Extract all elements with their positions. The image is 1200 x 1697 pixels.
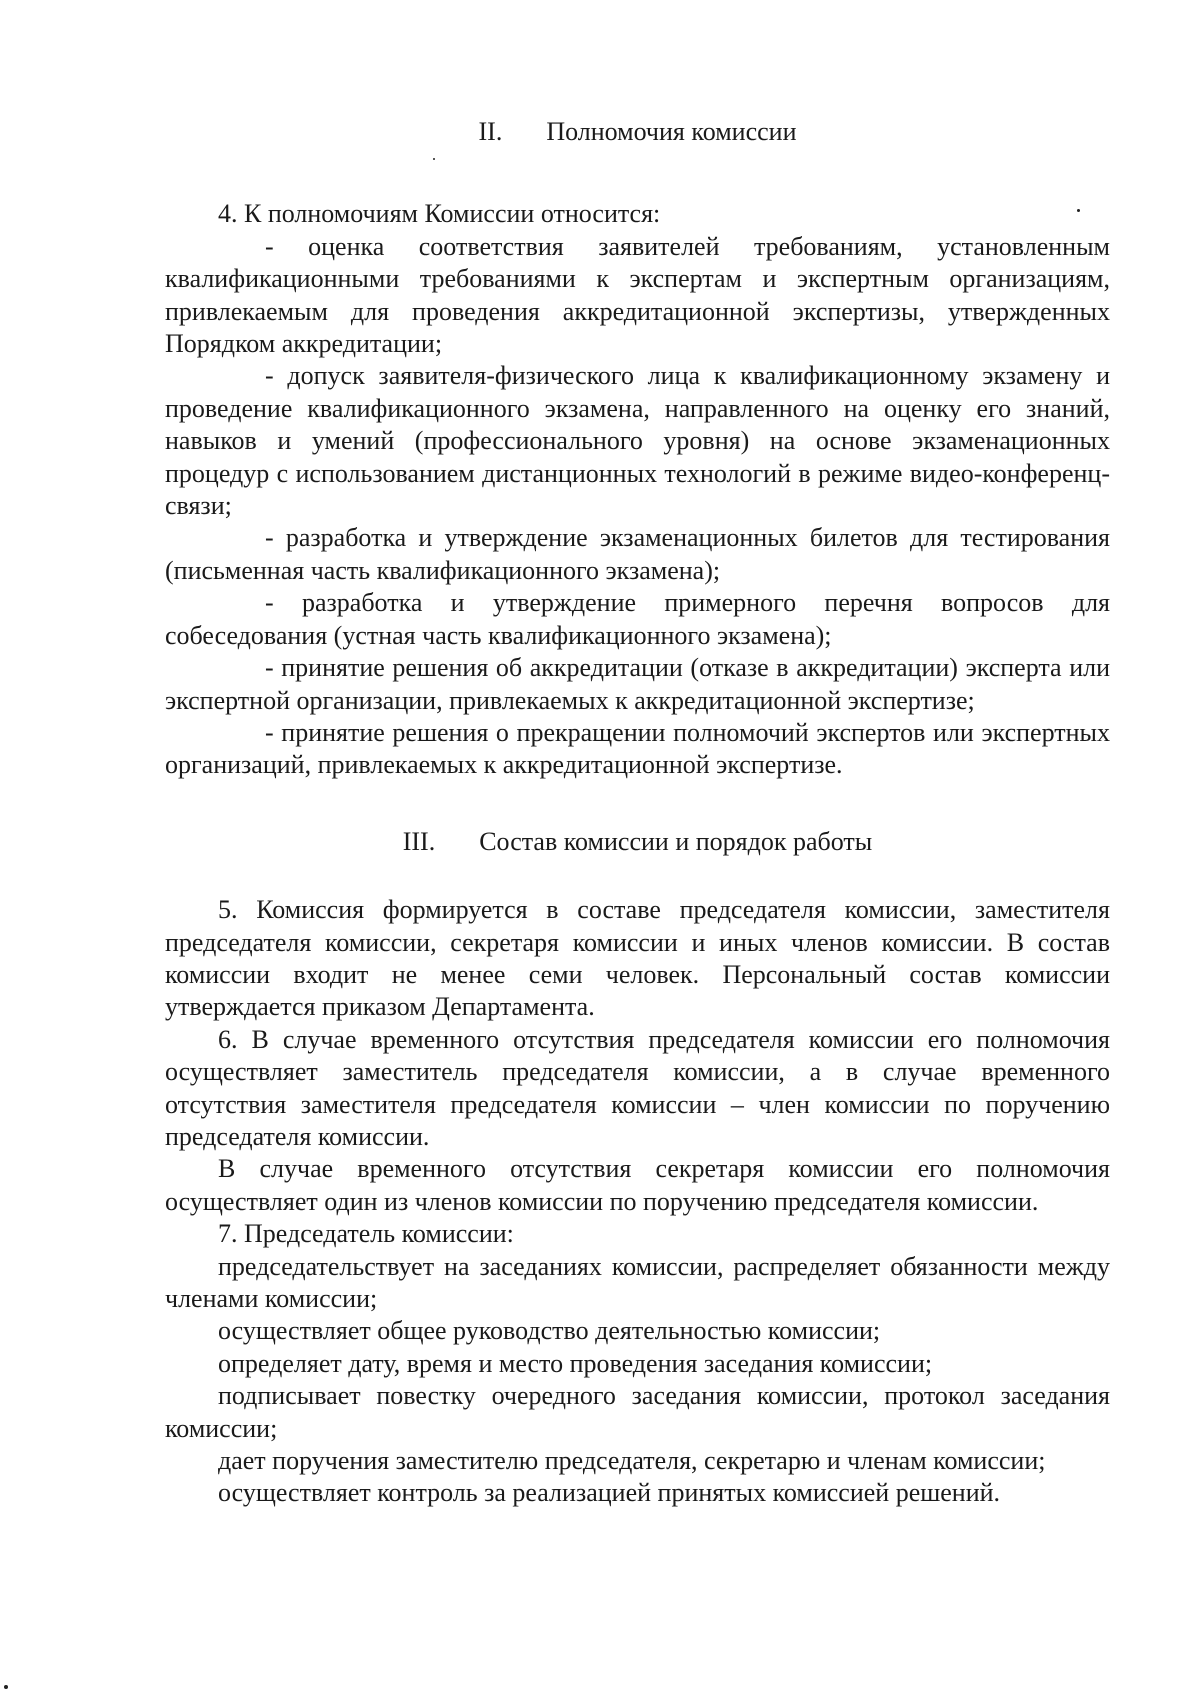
scan-speck <box>4 1685 8 1689</box>
paragraph-6-secretary: В случае временного отсутствия секретаря комиссии его полномочия осуществляет один из членов комиссии по поручению председателя комиссии. <box>165 1154 1110 1216</box>
scan-speck <box>433 158 435 160</box>
chairman-duty-control: осуществляет контроль за реализацией принятых комиссией решений. <box>218 1478 1001 1508</box>
paragraph-7: 7. Председатель комиссии: <box>218 1219 514 1249</box>
list-item-accreditation-decision: - принятие решения об аккредитации (отказе в аккредитации) эксперта или экспертной организации, привлекаемых к аккредитационной экспертизе; <box>165 653 1110 715</box>
scan-speck <box>1077 209 1080 212</box>
section-2-number: II. <box>478 117 503 146</box>
list-item-termination-decision: - принятие решения о прекращении полномочий экспертов или экспертных организаций, привлекаемых к аккредитационной экспертизе. <box>165 717 1110 780</box>
chairman-duty-instructions: дает поручения заместителю председателя, секретарю и членам комиссии; <box>218 1446 1046 1476</box>
document-content <box>165 116 1110 1510</box>
chairman-duty-schedule: определяет дату, время и место проведения заседания комиссии; <box>218 1348 933 1378</box>
list-item-tickets: - разработка и утверждение экзаменационных билетов для тестирования (письменная часть квалификационного экзамена); <box>165 523 1110 585</box>
chairman-duty-management: осуществляет общее руководство деятельностью комиссии; <box>218 1316 881 1346</box>
paragraph-4: 4. К полномочиям Комиссии относится: <box>218 199 661 229</box>
section-3-number: III. <box>402 826 436 856</box>
section-2-heading <box>165 116 1110 148</box>
list-item-admission: - допуск заявителя-физического лица к квалификационному экзамену и проведение квалификационного экзамена, направленного на оценку его знаний, навыков и умений (профессионального уровня) на основе экзаменационных процедур с использованием дистанционных технологий в режиме видео-конференц-связи; <box>165 361 1110 521</box>
list-item-questions: - разработка и утверждение примерного перечня вопросов для собеседования (устная часть квалификационного экзамена); <box>165 588 1110 650</box>
chairman-duty-presides: председательствует на заседаниях комиссии, распределяет обязанности между членами комиссии; <box>165 1251 1110 1313</box>
chairman-duty-signs: подписывает повестку очередного заседания комиссии, протокол заседания комиссии; <box>165 1381 1110 1443</box>
list-item-assessment: - оценка соответствия заявителей требованиям, установленным квалификационными требованиями к экспертам и экспертным организациям, привлекаемым для проведения аккредитационной экспертизы, утвержденных Порядком аккредитации; <box>165 231 1110 359</box>
section-3-title: Состав комиссии и порядок работы <box>479 826 873 856</box>
section-2-title: Полномочия комиссии <box>546 117 797 146</box>
paragraph-6: 6. В случае временного отсутствия председателя комиссии его полномочия осуществляет заместитель председателя комиссии, а в случае временного отсутствия заместителя председателя комиссии – член комиссии по поручению председателя комиссии. <box>165 1024 1110 1151</box>
section-3-heading <box>165 826 1110 858</box>
paragraph-5: 5. Комиссия формируется в составе председателя комиссии, заместителя председателя комиссии, секретаря комиссии и иных членов комиссии. В состав комиссии входит не менее семи человек. Персональный состав комиссии утверждается приказом Департамента. <box>165 895 1110 1022</box>
